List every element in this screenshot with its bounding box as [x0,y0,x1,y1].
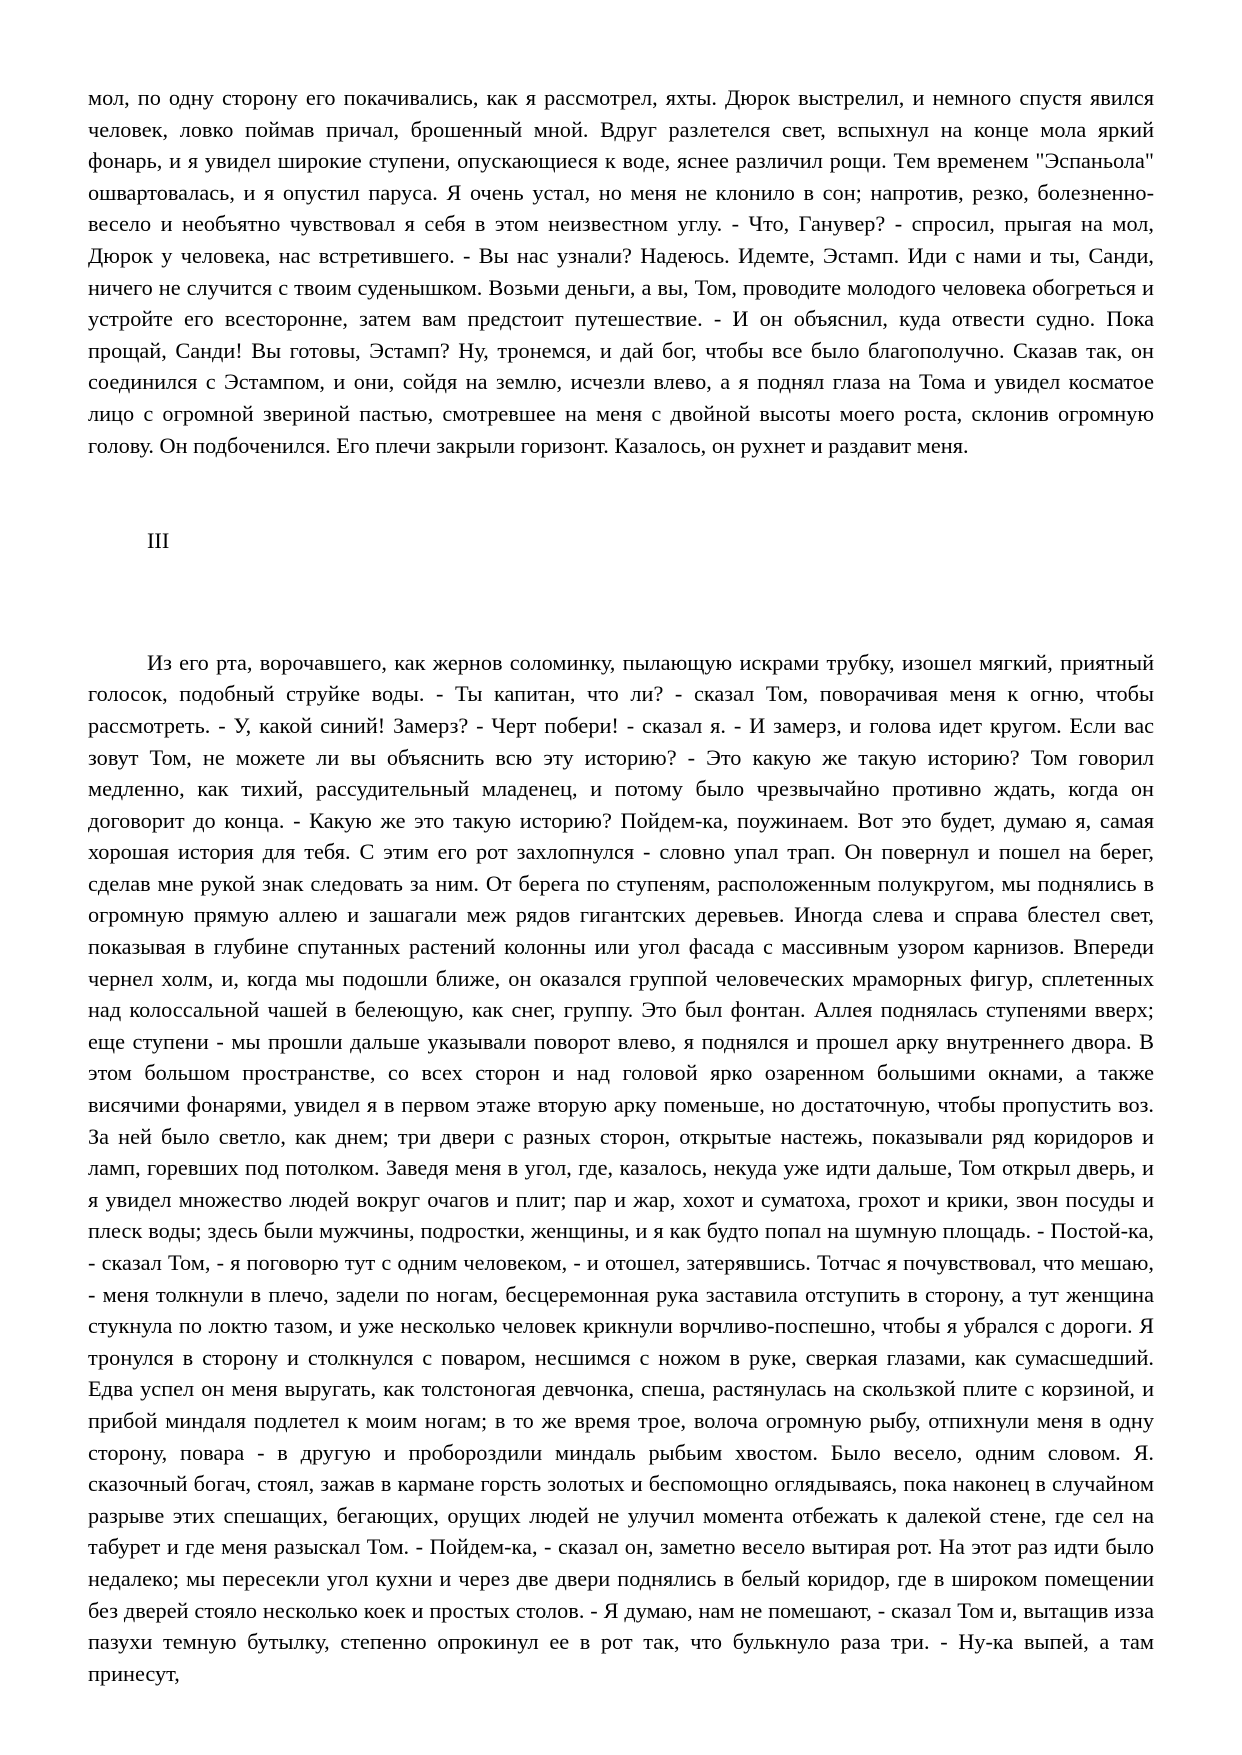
paragraph-continued: мол, по одну сторону его покачивались, как я рассмотрел, яхты. Дюрок выстрелил, и немного спустя явился человек, ловко поймав причал, брошенный мной. Вдруг разлетелся свет, вспыхнул на конце мола яркий фонарь, и я увидел широкие ступени, опускающиеся к воде, яснее различил рощи. Тем временем "Эспаньола" ошвартовалась, и я опустил паруса. Я очень устал, но меня не клонило в сон; напротив, резко, болезненно-весело и необъятно чувствовал я себя в этом неизвестном углу. - Что, Ганувер? - спросил, прыгая на мол, Дюрок у человека, нас встретившего. - Вы нас узнали? Надеюсь. Идемте, Эстамп. Иди с нами и ты, Санди, ничего не случится с твоим суденышком. Возьми деньги, а вы, Том, проводите молодого человека обогреться и устройте его всесторонне, затем вам предстоит путешествие. - И он объяснил, куда отвести судно. Пока прощай, Санди! Вы готовы, Эстамп? Ну, тронемся, и дай бог, чтобы все было благополучно. Сказав так, он соединился с Эстампом, и они, сойдя на землю, исчезли влево, а я поднял глаза на Тома и увидел косматое лицо с огромной звериной пастью, смотревшее на меня с двойной высоты моего роста, склонив огромную голову. Он подбоченился. Его плечи закрыли горизонт. Казалось, он рухнет и раздавит меня. [88,85,1154,458]
document-page [88,82,1154,1689]
chapter-heading: III [147,528,170,554]
paragraph-chapter-start: Из его рта, ворочавшего, как жернов соломинку, пылающую искрами трубку, изошел мягкий, приятный голосок, подобный струйке воды. - Ты капитан, что ли? - сказал Том, поворачивая меня к огню, чтобы рассмотреть. - У, какой синий! Замерз? - Черт побери! - сказал я. - И замерз, и голова идет кругом. Если вас зовут Том, не можете ли вы объяснить всю эту историю? - Это какую же такую историю? Том говорил медленно, как тихий, рассудительный младенец, и потому было чрезвычайно противно ждать, когда он договорит до конца. - Какую же это такую историю? Пойдем-ка, поужинаем. Вот это будет, думаю я, самая хорошая история для тебя. С этим его рот захлопнулся - словно упал трап. Он повернул и пошел на берег, сделав мне рукой знак следовать за ним. От берега по ступеням, расположенным полукругом, мы поднялись в огромную прямую аллею и зашагали меж рядов гигантских деревьев. Иногда слева и справа блестел свет, показывая в глубине спутанных растений колонны или угол фасада с массивным узором карнизов. Впереди чернел холм, и, когда мы подошли ближе, он оказался группой человеческих мраморных фигур, сплетенных над колоссальной чашей в белеющую, как снег, группу. Это был фонтан. Аллея поднялась ступенями вверх; еще ступени - мы прошли дальше указывали поворот влево, я поднялся и прошел арку внутреннего двора. В этом большом пространстве, со всех сторон и над головой ярко озаренном большими окнами, а также висячими фонарями, увидел я в первом этаже вторую арку поменьше, но достаточную, чтобы пропустить воз. За ней было светло, как днем; три двери с разных сторон, открытые настежь, показывали ряд коридоров и ламп, горевших под потолком. Заведя меня в угол, где, казалось, некуда уже идти дальше, Том открыл дверь, и я увидел множество людей вокруг очагов и плит; пар и жар, хохот и суматоха, грохот и крики, звон посуды и плеск воды; здесь были мужчины, подростки, женщины, и я как будто попал на шумную площадь. - Постой-ка, - сказал Том, - я поговорю тут с одним человеком, - и отошел, затерявшись. Тотчас я почувствовал, что мешаю, - меня толкнули в плечо, задели по ногам, бесцеремонная рука заставила отступить в сторону, а тут женщина стукнула по локтю тазом, и уже несколько человек крикнули ворчливо-поспешно, чтобы я убрался с дороги. Я тронулся в сторону и столкнулся с поваром, несшимся с ножом в руке, сверкая глазами, как сумасшедший. Едва успел он меня выругать, как толстоногая девчонка, спеша, растянулась на скользкой плите с корзиной, и прибой миндаля подлетел к моим ногам; в то же время трое, волоча огромную рыбу, отпихнули меня в одну сторону, повара - в другую и пробороздили миндаль рыбьим хвостом. Было весело, одним словом. Я. сказочный богач, стоял, зажав в кармане горсть золотых и беспомощно оглядываясь, пока наконец в случайном разрыве этих спешащих, бегающих, орущих людей не улучил момента отбежать к далекой стене, где сел на табурет и где меня разыскал Том. - Пойдем-ка, - сказал он, заметно весело вытирая рот. На этот раз идти было недалеко; мы пересекли угол кухни и через две двери поднялись в белый коридор, где в широком помещении без дверей стояло несколько коек и простых столов. - Я думаю, нам не помешают, - сказал Том и, вытащив изза пазухи темную бутылку, степенно опрокинул ее в рот так, что булькнуло раза три. - Ну-ка выпей, а там принесут, [88,649,1154,1686]
